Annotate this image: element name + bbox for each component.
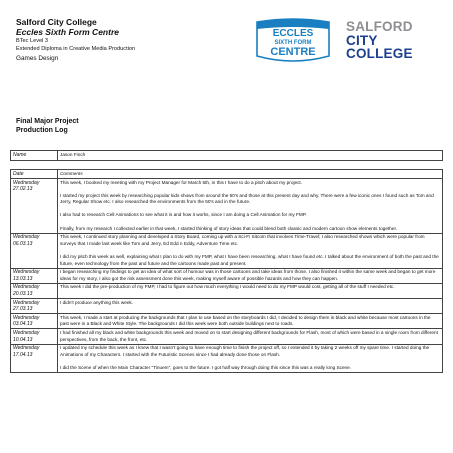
entry-date-cell <box>11 329 58 344</box>
log-entry-row <box>11 179 443 234</box>
eccles-logo-line3: CENTRE <box>270 46 316 58</box>
entry-date: 10.04.13 <box>13 336 33 343</box>
entry-date: 27.02.13 <box>13 186 33 193</box>
entry-day: Wednesday <box>13 299 40 306</box>
entry-date: 17.04.13 <box>13 351 33 358</box>
name-value: Jason Finch <box>58 151 443 161</box>
entry-comments-cell <box>58 299 443 314</box>
entry-paragraph: I started my project this week by researching popular kids shows from around the 50's and those at this present day and why. There were a few iconic ones I found such as Tom and Jerry, Regular Show etc. I also researched the environments from the 50's and in the future. <box>60 192 434 205</box>
entry-paragraph: This week I did the pre-production of my FMP, I had to figure out how much everything I would need to do my FMP would cost, getting all of the stuff I needed etc. <box>60 284 395 290</box>
salford-logo-word2: CITY <box>346 32 378 48</box>
entry-paragraph: I also had to research Cell Animations to see what it is and how it works, since I am doing a Cell Animation for my FMP. <box>60 212 307 218</box>
entry-comments-cell <box>58 179 443 234</box>
entry-paragraph: Finally, from my research I collected earlier in that week, I started thinking of story ideas that could blend both classic and modern cartoon show elements together. <box>60 225 398 231</box>
entry-date-cell <box>11 344 58 372</box>
entry-paragraph: This week, I made a start at producing the backgrounds that I plan to use based on the storyboards I did, I decided to design them in black and white because most cartoons in the past were in a Black and White Style. The backgrounds I did this week were both outside buildings next to roads. <box>60 314 431 327</box>
entry-day: Wednesday <box>13 269 40 276</box>
log-entry-row <box>11 283 443 298</box>
entry-day: Wednesday <box>13 179 40 186</box>
entry-paragraph: This week, I booked my meeting with my Project Manager for March 5th, in this I have to do a pitch about my project. <box>60 179 303 185</box>
entry-day: Wednesday <box>13 234 40 241</box>
entry-paragraph: I updated my schedule this week as I knew that I wasn't going to have enough time to finish the project off, so I extended it by taking 2 weeks off my spare time. I started doing the Animations of my Characters. I started with the Futuristic Scenes since I had already done those on Flash. <box>60 345 430 357</box>
entry-comments-cell <box>58 329 443 344</box>
eccles-logo-line1: ECCLES <box>272 28 314 39</box>
entry-paragraph: I had finished all my black and white backgrounds this week and moved on to start designing different backgrounds for Flash, most of which were based in a single room from different perspectives, from the back, the front, etc. <box>60 329 438 342</box>
entry-date-cell <box>11 268 58 283</box>
eccles-logo-line2: SIXTH FORM <box>274 40 312 46</box>
entry-date-cell <box>11 233 58 268</box>
entry-paragraph: I didn't produce anything this week. <box>60 299 134 305</box>
production-log-table <box>10 150 443 373</box>
entry-date-cell <box>11 314 58 329</box>
entry-date-cell <box>11 179 58 234</box>
entry-date: 20.03.13 <box>13 291 33 297</box>
name-row <box>11 151 443 161</box>
salford-city-college-logo <box>346 20 438 64</box>
entry-comments-cell <box>58 344 443 372</box>
log-entry-row <box>11 314 443 329</box>
entry-date-cell <box>11 283 58 298</box>
salford-logo-word3: COLLEGE <box>346 46 413 61</box>
entry-comments-cell <box>58 283 443 298</box>
entry-date: 13.03.13 <box>13 275 33 282</box>
college-name: Salford City College <box>16 17 97 27</box>
log-entry-row <box>11 268 443 283</box>
name-label: Name <box>11 151 58 161</box>
entry-paragraph: I did my pitch this week as well, explaining what I plan to do with my FMP, what I have been researching, what I have found etc. I talked about the environment of both the past and the future, even technology from the past and future and the cartoons made past and present. <box>60 254 439 266</box>
comments-header: Comments <box>58 170 443 179</box>
log-entry-row <box>11 233 443 268</box>
project-title: Final Major Project <box>16 118 79 125</box>
entry-date: 03.04.13 <box>13 321 33 328</box>
salford-logo-word1: SALFORD <box>346 19 413 34</box>
diploma-name: Extended Diploma in Creative Media Production <box>16 46 136 52</box>
subject-name: Games Design <box>16 55 59 62</box>
entry-day: Wednesday <box>13 329 40 336</box>
centre-name: Eccles Sixth Form Centre <box>16 27 119 37</box>
entry-day: Wednesday <box>13 284 40 291</box>
spacer-row <box>11 161 443 170</box>
entry-comments-cell <box>58 233 443 268</box>
project-heading <box>16 117 79 135</box>
log-entry-row <box>11 344 443 372</box>
entry-paragraph: I did the Scene of when the Main Character "Tinuem", goes to the future. I got half way through doing this since this was a really long Scene. <box>60 364 352 370</box>
project-subtitle: Production Log <box>16 127 68 134</box>
entry-comments-cell <box>58 268 443 283</box>
log-entry-row <box>11 329 443 344</box>
entry-paragraph: I began researching my findings to get an idea of what sort of humour was in those cartoons and take ideas from those. I also finished it within the same week and began to get more ideas for my story, I also got the risk assessment done this week, making myself aware of possible hazards and how they can happen. <box>60 269 436 281</box>
header-row <box>11 170 443 179</box>
log-entry-row <box>11 299 443 314</box>
entry-day: Wednesday <box>13 314 40 321</box>
entry-paragraph: This week, I continued story planning and developed a Story Board, coming up with a Sci-Fi Sitcom that involves Time-Travel; I also researched shows which were popular from surveys that I made last week like Tom and Jerry, Ed Edd n Eddy, Adventure Time etc. <box>60 234 425 246</box>
entry-day: Wednesday <box>13 345 40 352</box>
course-level: BTec Level 3 <box>16 38 49 44</box>
document-header <box>16 17 226 63</box>
entry-comments-cell <box>58 314 443 329</box>
eccles-logo <box>255 18 331 64</box>
date-header: Date <box>11 170 58 179</box>
entry-date-cell <box>11 299 58 314</box>
entry-date: 06.03.13 <box>13 240 33 247</box>
entry-date: 27.03.13 <box>13 306 33 313</box>
